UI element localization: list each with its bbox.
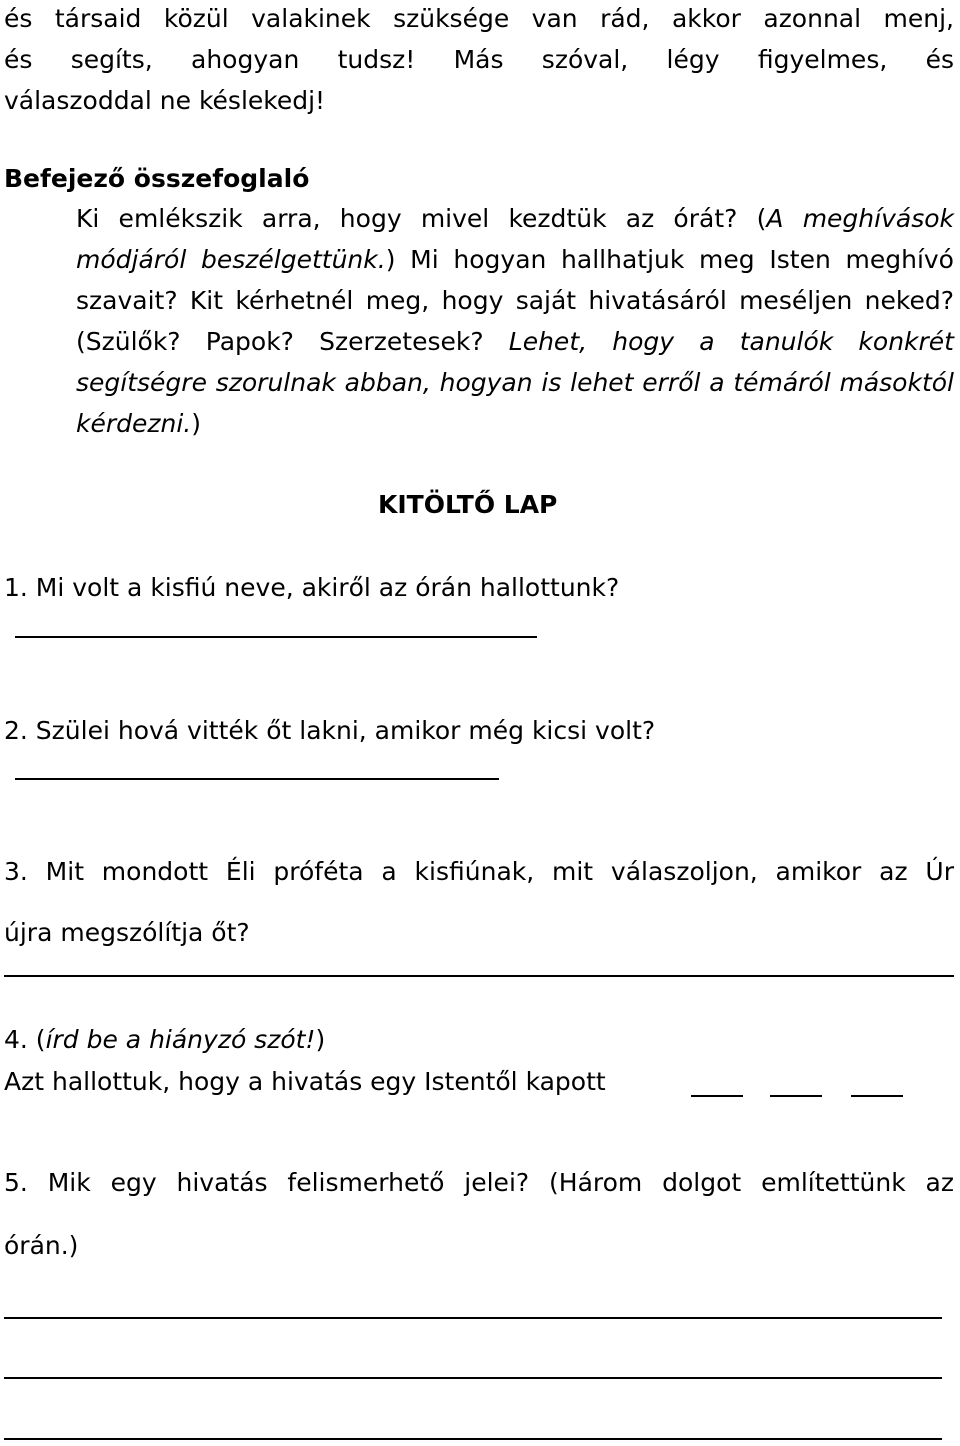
question-4-instruction	[4, 1019, 325, 1060]
answer-line-5b[interactable]	[4, 1377, 942, 1379]
question-4-b: )	[315, 1025, 326, 1054]
question-4-a: 4. (	[4, 1025, 46, 1054]
question-2: 2. Szülei hová vitték őt lakni, amikor még kicsi volt?	[4, 716, 656, 745]
summary-text-b: ) Mi hogyan hallhatjuk meg Isten meghívó szavait? Kit kérhetnél meg, hogy saját hivatásáról meséljen neked? (Szülők? Papok? Szerzetesek?	[76, 245, 954, 356]
question-4-sentence: Azt hallottuk, hogy a hivatás egy Istentől kapott	[4, 1067, 606, 1096]
intro-line-3: válaszoddal ne késlekedj!	[4, 86, 326, 115]
intro-line-2: és segíts, ahogyan tudsz! Más szóval, légy figyelmes, és	[4, 45, 954, 74]
summary-italic-b: Lehet, hogy a tanulók konkrét segítségre szorulnak abban, hogyan is lehet erről a témáról másoktól kérdezni.	[76, 327, 954, 438]
answer-line-1[interactable]	[15, 636, 537, 638]
answer-line-3[interactable]	[4, 975, 954, 977]
blank-1[interactable]	[691, 1095, 743, 1097]
answer-line-2[interactable]	[15, 778, 499, 780]
question-5-line-2: órán.)	[4, 1231, 79, 1260]
question-5-line-1: 5. Mik egy hivatás felismerhető jelei? (Három dolgot említettünk az	[4, 1168, 954, 1197]
summary-text-c: )	[191, 409, 202, 438]
summary-paragraph	[76, 198, 954, 444]
answer-line-5c[interactable]	[4, 1438, 942, 1440]
summary-heading: Befejező összefoglaló	[4, 164, 310, 193]
worksheet-title: KITÖLTŐ LAP	[378, 490, 558, 519]
summary-text	[76, 198, 954, 444]
blank-2[interactable]	[770, 1095, 822, 1097]
question-3-line-1: 3. Mit mondott Éli próféta a kisfiúnak, mit válaszoljon, amikor az Úr	[4, 857, 954, 886]
blank-3[interactable]	[851, 1095, 903, 1097]
intro-line-1: és társaid közül valakinek szüksége van rád, akkor azonnal menj,	[4, 4, 954, 33]
summary-text-a: Ki emlékszik arra, hogy mivel kezdtük az órát? (	[76, 204, 767, 233]
question-3-line-2: újra megszólítja őt?	[4, 918, 250, 947]
answer-line-5a[interactable]	[4, 1317, 942, 1319]
intro-paragraph	[4, 0, 954, 121]
summary-italic-a: A meghívások módjáról beszélgettünk.	[76, 204, 955, 274]
question-4-italic: írd be a hiányzó szót!	[45, 1025, 316, 1054]
question-1: 1. Mi volt a kisfiú neve, akiről az órán hallottunk?	[4, 573, 620, 602]
